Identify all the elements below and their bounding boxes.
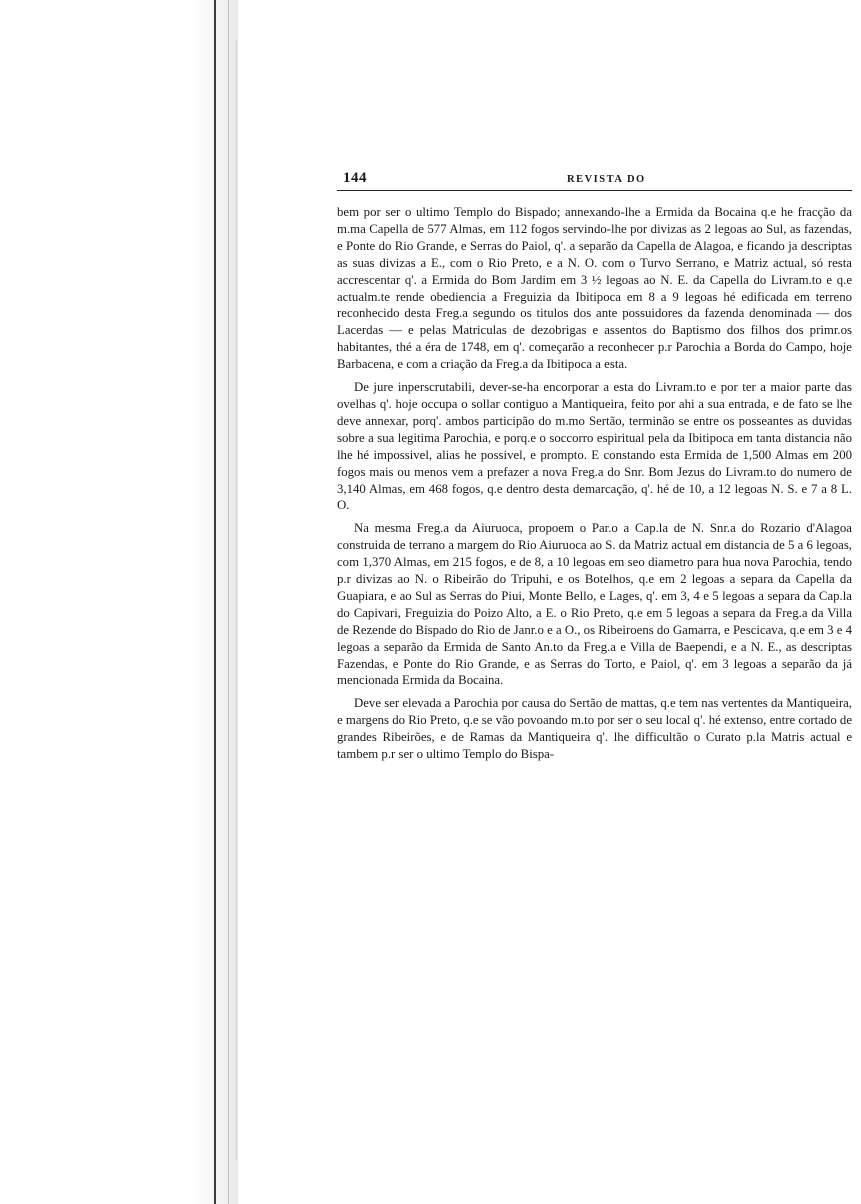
page [337, 168, 852, 769]
paragraph: Deve ser elevada a Parochia por causa do Sertão de mattas, q.e tem nas vertentes da Mantiqueira, e margens do Rio Preto, q.e se vão povoando m.to por ser o seu local q'. hé extenso, entre cortado de grandes Ribeirões, e de Ramas da Mantiqueira q'. lhe difficultão o Curato p.la Matris actual e tambem p.r ser o ultimo Templo do Bispa- [337, 696, 852, 762]
body-text [337, 204, 852, 763]
paragraph: bem por ser o ultimo Templo do Bispado; annexando-lhe a Ermida da Bocaina q.e he fracção da m.ma Capella de 577 Almas, em 112 fogos servindo-lhe por divizas as 2 legoas ao Sul, as fazendas, e Ponte do Rio Grande, e Serras do Paiol, q'. a separão da Capella de Alagoa, e ficando ja descriptas as suas divizas a E., com o Rio Preto, e a N. O. com o Turvo Serrano, e Matriz actual, só resta accrescentar q'. a Ermida do Bom Jardim em 3 ½ legoas ao N. E. da Capella do Livram.to e q.e actualm.te rende obediencia a Freguizia da Ibitipoca em 8 a 9 legoas hé edificada em terreno reconhecido desta Freg.a segundo os titulos dos ante possuidores da fazenda denominada — dos Lacerdas — e pelas Matriculas de dezobrigas e assentos do Baptismo dos filhos dos primr.os habitantes, thé a éra de 1748, em q'. começarão a reconhecer p.r Parochia a Borda do Campo, hoje Barbacena, e com a criação da Freg.a da Ibitipoca a esta. [337, 205, 852, 372]
page-header [337, 168, 852, 191]
binding-shadow [228, 0, 229, 1204]
running-title: REVISTA DO [567, 174, 646, 185]
book-gutter [0, 0, 238, 1204]
page-number: 144 [343, 170, 367, 186]
paragraph: De jure inperscrutabili, dever-se-ha encorporar a esta do Livram.to e por ter a maior parte das ovelhas q'. hoje occupa o sollar contiguo a Mantiqueira, feito por ahi a sua entrada, e de fato se lhe deve annexar, porq'. ambos participão do m.mo Sertão, terminão se entre os posseantes as duvidas sobre a sua legitima Parochia, e porq.e o soccorro espiritual pela da Ibitipoca em tanta distancia não lhe hé impossivel, alias he possivel, e prompto. E constando esta Ermida de 1,500 Almas em 200 fogos mais ou menos vem a prefazer a nova Freg.a do Snr. Bom Jezus do Livram.to do numero de 3,140 Almas, em 468 fogos, q.e dentro desta demarcação, q'. hé de 10, a 12 legoas N. S. e 7 a 8 L. O. [337, 380, 852, 513]
binding-edge [214, 0, 216, 1204]
paragraph: Na mesma Freg.a da Aiuruoca, propoem o Par.o a Cap.la de N. Snr.a do Rozario d'Alagoa construida de terrano a margem do Rio Aiuruoca ao S. da Matriz actual em distancia de 5 a 6 legoas, com 1,370 Almas, em 215 fogos, e de 8, a 10 legoas em seo diametro para hua nova Parochia, tendo p.r divizas ao N. o Ribeirão do Tripuhi, e os Botelhos, q.e em 2 legoas a separa da Capella da Guapiara, e ao Sul as Serras do Piui, Monte Bello, e Lages, q'. em 3, 4 e 5 legoas a separa da Cap.la do Capivari, Freguizia do Poizo Alto, a E. o Rio Preto, q.e em 5 legoas a separa da Freg.a da Villa de Rezende do Bispado do Rio de Janr.o e a O., os Ribeiroens do Gamarra, e Pescicava, q.e em 3 e 4 legoas a separão da Ermida de Santo An.to da Freg.a e Villa de Baependi, e a N. E., as descriptas Fazendas, e Ponte do Rio Grande, e as Serras do Torto, e Paiol, q'. em 3 legoas a separão da já mencionada Ermida da Bocaina. [337, 521, 852, 688]
binding-shadow-inner [236, 40, 237, 1160]
